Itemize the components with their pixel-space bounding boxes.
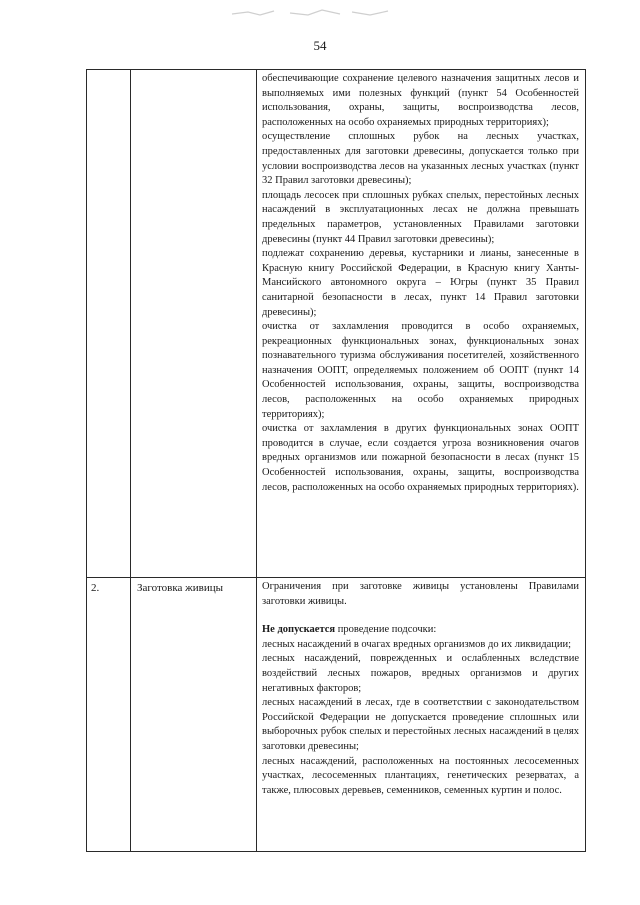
row-description — [257, 70, 586, 578]
table-row — [87, 578, 586, 852]
row-number — [87, 70, 131, 578]
row-activity-name — [131, 70, 257, 578]
scan-noise — [230, 6, 400, 20]
paragraph: площадь лесосек при сплошных рубках спелых, перестойных лесных насаждений в эксплуатационных лесах не должна превышать предельных параметров, установленных Правилами заготовки древесины (пункт 44 Правил заготовки древесины); — [262, 189, 579, 245]
emphasis-paragraph — [262, 623, 579, 638]
paragraph: обеспечивающие сохранение целевого назначения защитных лесов и выполняемых ими полезных функций (пункт 54 Особенностей использования, охраны, защиты, воспроизводства лесов, расположенных на особо охраняемых природных территориях); — [262, 73, 579, 128]
paragraph: очистка от захламления в других функциональных зонах ООПТ проводится в случае, если создается угроза возникновения очагов вредных организмов или пожарной безопасности в лесах (пункт 15 Особенностей использования, охраны, защиты, воспроизводства лесов, расположенных на особо охраняемых природных территориях). — [262, 423, 579, 493]
row-activity-name: Заготовка живицы — [131, 578, 257, 852]
row-number: 2. — [87, 578, 131, 852]
emphasis-rest: проведение подсочки: — [335, 624, 437, 636]
emphasis-bold: Не допускается — [262, 624, 336, 636]
page-number: 54 — [313, 38, 327, 53]
paragraph: очистка от захламления проводится в особо охраняемых, рекреационных функциональных зонах, функциональных зонах познавательного туризма обслуживания посетителей, хозяйственного назначения ООПТ, определяемых положением об ООПТ (пункт 14 Особенностей использования, охраны, защиты, воспроизводства лесов, расположенных на особо охраняемых природных территориях); — [262, 321, 579, 420]
paragraph: осуществление сплошных рубок на лесных участках, предоставленных для заготовки древесины, допускается только при условии воспроизводства лесов на указанных лесных участках (пункт 32 Правил заготовки древесины); — [262, 131, 579, 187]
paragraph-gap — [262, 609, 579, 623]
restrictions-table — [86, 69, 586, 852]
paragraph: лесных насаждений, поврежденных и ослабленных вследствие воздействий лесных пожаров, вредных организмов и других негативных факторов; — [262, 653, 579, 694]
paragraph: подлежат сохранению деревья, кустарники и лианы, занесенные в Красную книгу Российской Федерации, в Красную книгу Ханты-Мансийского автономного округа – Югры (пункт 35 Правил санитарной безопасности в лесах, пункт 14 Правил заготовки древесины); — [262, 248, 579, 318]
paragraph: лесных насаждений в лесах, где в соответствии с законодательством Российской Федерации не допускается проведение сплошных или выборочных рубок спелых и перестойных лесных насаждений в целях заготовки древесины; — [262, 697, 579, 752]
row-description — [257, 578, 586, 852]
table-row — [87, 70, 586, 578]
paragraph: лесных насаждений, расположенных на постоянных лесосеменных участках, лесосеменных плантациях, генетических резерватах, а также, плюсовых деревьев, семенников, семенных куртин и полос. — [262, 755, 579, 796]
intro-paragraph: Ограничения при заготовке живицы установлены Правилами заготовки живицы. — [262, 581, 579, 607]
paragraph: лесных насаждений в очагах вредных организмов до их ликвидации; — [262, 638, 572, 650]
